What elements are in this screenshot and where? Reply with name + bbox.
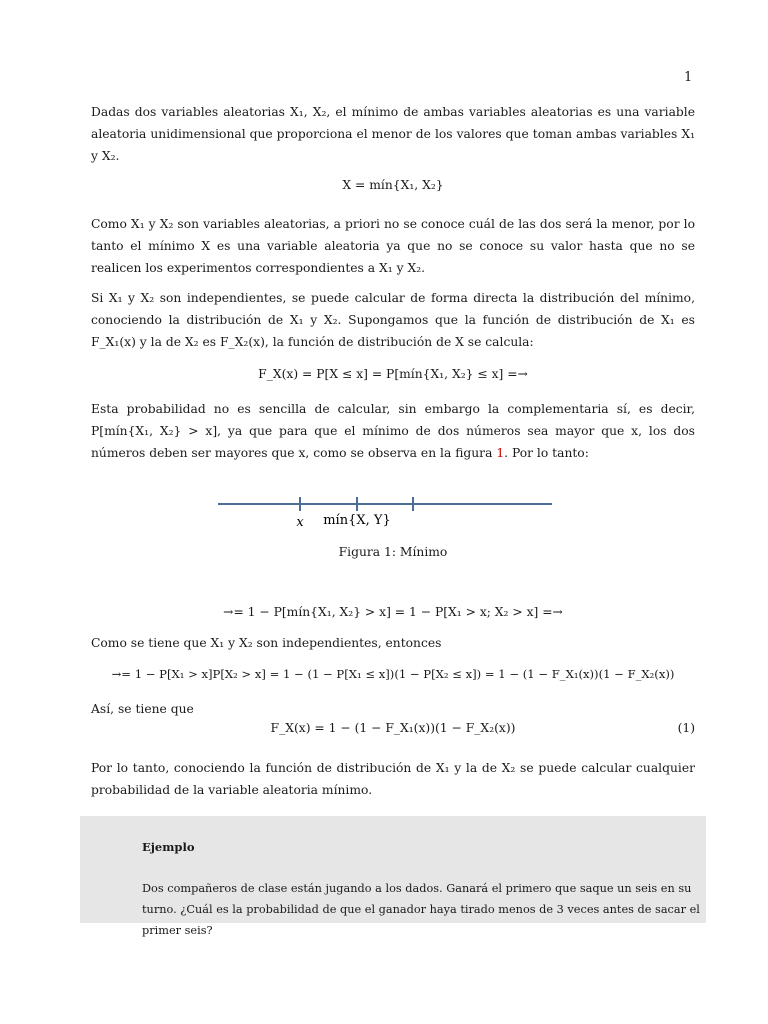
equation-distribution-function: F_X(x) = P[X ≤ x] = P[mín{X₁, X₂} ≤ x] =→ <box>258 367 528 381</box>
example-text: Dos compañeros de clase están jugando a los dados. Ganará el primero que saque un seis en su turno. ¿Cuál es la probabilidad de que el ganador haya tirado menos de 3 veces antes de sacar el primer seis? <box>142 882 700 937</box>
paragraph-intro: Dadas dos variables aleatorias X₁, X₂, el mínimo de ambas variables aleatorias es una variable aleatoria unidimensional que proporciona el menor de los valores que toman ambas variables X₁ y X₂. <box>91 105 695 163</box>
number-line-svg <box>218 494 552 534</box>
equation-min-definition: X = mín{X₁, X₂} <box>342 178 444 192</box>
figure-reference-link[interactable]: 1 <box>496 446 505 460</box>
figure-caption: Figura 1: Mínimo <box>338 545 448 559</box>
tick-label-x: x <box>296 515 304 530</box>
equation-number: (1) <box>677 721 695 735</box>
paragraph-complementary-text: Esta probabilidad no es sencilla de calcular, sin embargo la complementaria sí, es decir, P[mín{X₁, X₂} > x], ya que para que el mínimo de dos números sea mayor que x, los dos números deben ser mayores que x, como se observa en la figura <box>91 402 695 460</box>
page-number: 1 <box>684 70 693 85</box>
tick-label-min: mín{X, Y} <box>323 513 391 528</box>
equation-expanded: →= 1 − P[X₁ > x]P[X₂ > x] = 1 − (1 − P[X₁ ≤ x])(1 − P[X₂ ≤ x]) = 1 − (1 − F_X₁(x))(1 − F_X₂(x)) <box>111 667 675 681</box>
paragraph-independent: Si X₁ y X₂ son independientes, se puede calcular de forma directa la distribución del mínimo, conociendo la distribución de X₁ y X₂. Supongamos que la función de distribución de X₁ es F_X₁(x) y la de X₂ es F_X₂(x), la función de distribución de X se calcula: <box>91 291 695 349</box>
equation-complement: →= 1 − P[mín{X₁, X₂} > x] = 1 − P[X₁ > x; X₂ > x] =→ <box>223 605 563 619</box>
paragraph-independence: Como se tiene que X₁ y X₂ son independientes, entonces <box>91 636 442 650</box>
example-box <box>80 816 706 937</box>
equation-numbered <box>91 721 695 735</box>
paragraph-complementary <box>91 398 695 464</box>
paragraph-complementary-end: . Por lo tanto: <box>504 446 589 460</box>
paragraph-random-min: Como X₁ y X₂ son variables aleatorias, a priori no se conoce cuál de las dos será la menor, por lo tanto el mínimo X es una variable aleatoria ya que no se conoce su valor hasta que no se realicen los experimentos correspondientes a X₁ y X₂. <box>91 217 695 275</box>
paragraph-asi: Así, se tiene que <box>91 702 194 716</box>
example-title: Ejemplo <box>142 840 195 854</box>
figure-minimum-number-line <box>218 494 552 534</box>
paragraph-conclusion: Por lo tanto, conociendo la función de distribución de X₁ y la de X₂ se puede calcular cualquier probabilidad de la variable aleatoria mínimo. <box>91 761 695 797</box>
equation-min-cdf: F_X(x) = 1 − (1 − F_X₁(x))(1 − F_X₂(x)) <box>270 721 516 735</box>
